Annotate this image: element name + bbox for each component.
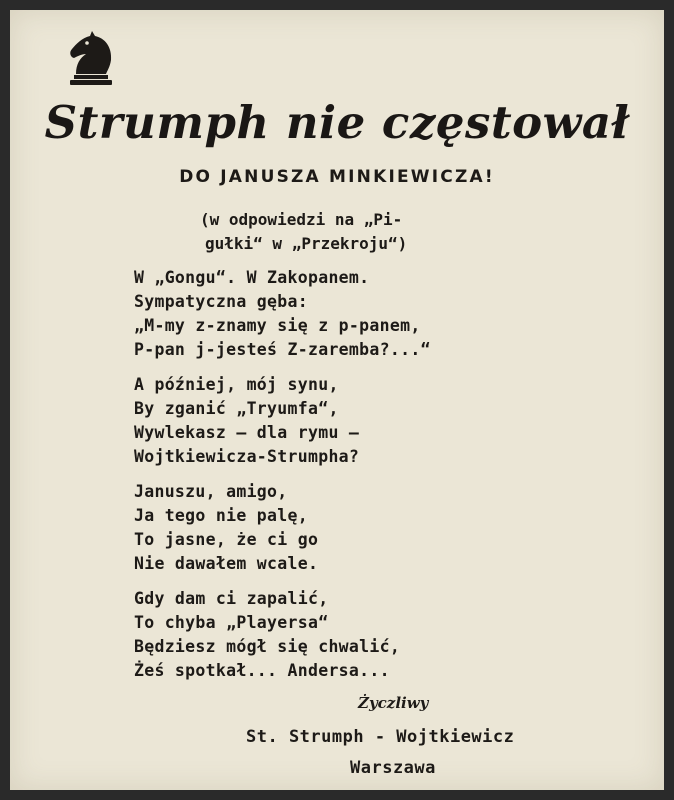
poem-line: Nie dawałem wcale. [134,554,319,573]
poem-line: To chyba „Playersa“ [134,613,329,632]
poem [134,266,431,694]
stanza-2 [134,373,431,469]
poem-line: By zganić „Tryumfa“, [134,399,339,418]
signature-greeting: Życzliwy [358,694,429,712]
poem-line: W „Gongu“. W Zakopanem. [134,268,370,287]
poem-line: P-pan j-jesteś Z-zaremba?...“ [134,340,431,359]
poem-line: A później, mój synu, [134,375,339,394]
poem-line: Januszu, amigo, [134,482,288,501]
dedication: DO JANUSZA MINKIEWICZA! [179,167,495,187]
poem-line: Żeś spotkał... Andersa... [134,661,390,680]
stanza-4 [134,587,431,683]
poem-line: Wywlekasz — dla rymu — [134,423,360,442]
signature-place: Warszawa [350,758,436,778]
poem-line: Będziesz mógł się chwalić, [134,637,401,656]
stanza-1 [134,266,431,362]
poem-line: Gdy dam ci zapalić, [134,589,329,608]
poem-line: Ja tego nie palę, [134,506,308,525]
headline: Strumph nie częstował [44,96,630,149]
chess-knight-icon [62,30,120,86]
poem-line: „M-my z-znamy się z p-panem, [134,316,421,335]
subtitle [200,208,407,256]
poem-line: Wojtkiewicza-Strumpha? [134,447,360,466]
subtitle-line: gułki“ w „Przekroju“) [205,234,408,253]
newspaper-clipping [10,10,664,790]
stanza-3 [134,480,431,576]
poem-line: To jasne, że ci go [134,530,319,549]
signature-author: St. Strumph - Wojtkiewicz [246,727,515,747]
poem-line: Sympatyczna gęba: [134,292,308,311]
subtitle-line: (w odpowiedzi na „Pi- [200,210,403,229]
